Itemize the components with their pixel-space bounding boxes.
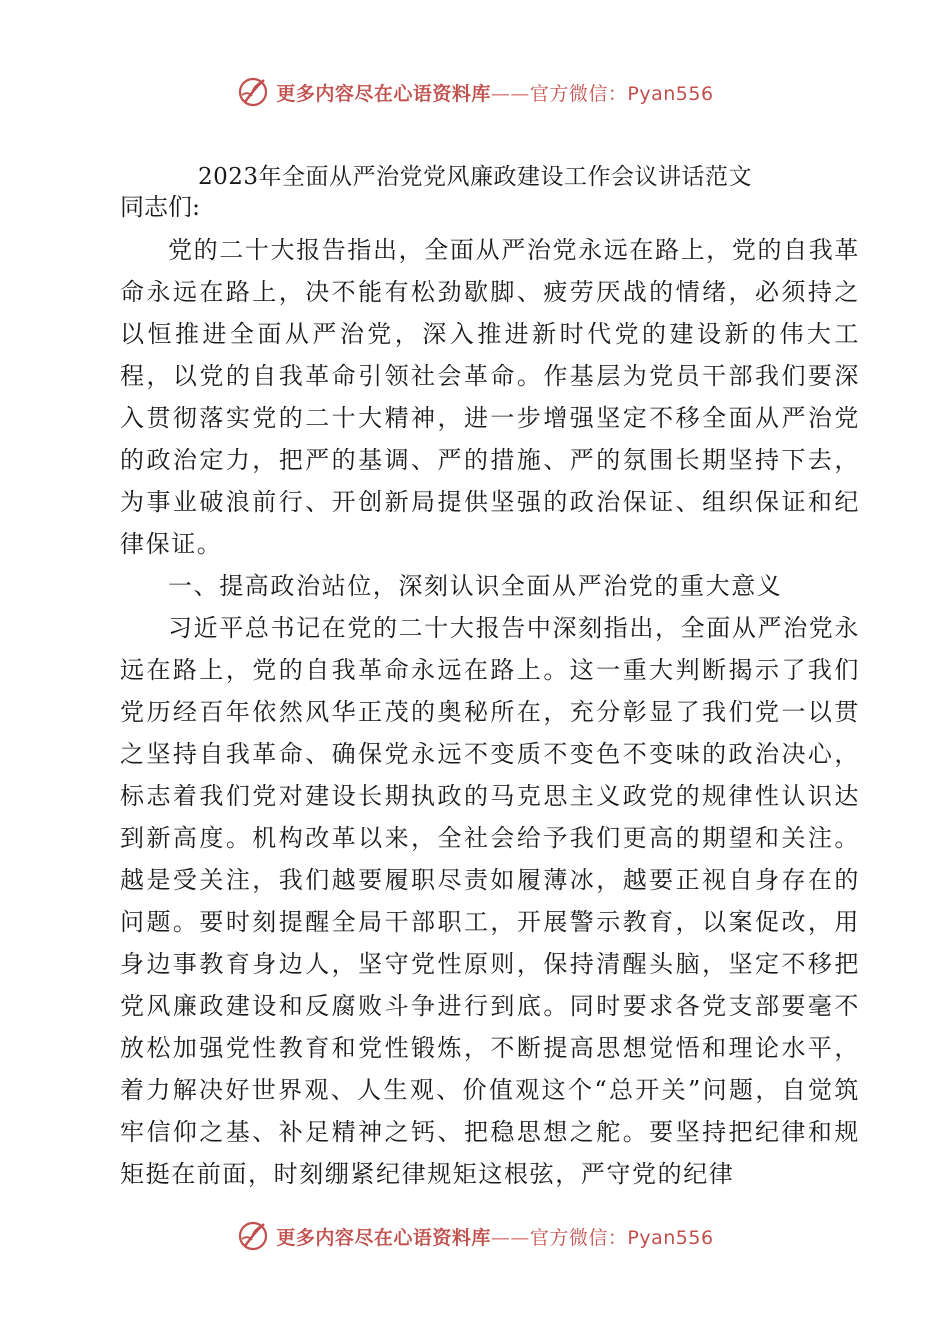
- greeting: 同志们:: [120, 193, 201, 221]
- body-paragraph-intro: 党的二十大报告指出，全面从严治党永远在路上，党的自我革命永远在路上，决不能有松劲歇脚、疲劳厌战的情绪，必须持之以恒推进全面从严治党，深入推进新时代党的建设新的伟大工程，以党的自我革命引领社会革命。作基层为党员干部我们要深入贯彻落实党的二十大精神，进一步增强坚定不移全面从严治党的政治定力，把严的基调、严的措施、严的氛围长期坚持下去，为事业破浪前行、开创新局提供坚强的政治保证、组织保证和纪律保证。: [120, 236, 860, 558]
- watermark-text: 更多内容尽在心语资料库——官方微信：Pyan556: [276, 1226, 714, 1249]
- header-watermark: [0, 72, 950, 112]
- feather-pen-logo-icon: [236, 1219, 270, 1253]
- watermark-text: 更多内容尽在心语资料库——官方微信：Pyan556: [276, 82, 714, 105]
- document-body: [120, 229, 860, 1195]
- footer-watermark: [0, 1216, 950, 1256]
- feather-pen-logo-icon: [236, 75, 270, 109]
- section-heading-1: 一、提高政治站位，深刻认识全面从严治党的重大意义: [168, 572, 783, 600]
- body-paragraph-section-1: 习近平总书记在党的二十大报告中深刻指出，全面从严治党永远在路上，党的自我革命永远在路上。这一重大判断揭示了我们党历经百年依然风华正茂的奥秘所在，充分彰显了我们党一以贯之坚持自我革命、确保党永远不变质不变色不变味的政治决心，标志着我们党对建设长期执政的马克思主义政党的规律性认识达到新高度。机构改革以来，全社会给予我们更高的期望和关注。越是受关注，我们越要履职尽责如履薄冰，越要正视自身存在的问题。要时刻提醒全局干部职工，开展警示教育，以案促改，用身边事教育身边人，坚守党性原则，保持清醒头脑，坚定不移把党风廉政建设和反腐败斗争进行到底。同时要求各党支部要毫不放松加强党性教育和党性锻炼，不断提高思想觉悟和理论水平，着力解决好世界观、人生观、价值观这个“总开关”问题，自觉筑牢信仰之基、补足精神之钙、把稳思想之舵。要坚持把纪律和规矩挺在前面，时刻绷紧纪律规矩这根弦，严守党的纪律: [120, 614, 860, 1188]
- document-title: 2023年全面从严治党党风廉政建设工作会议讲话范文: [197, 164, 753, 190]
